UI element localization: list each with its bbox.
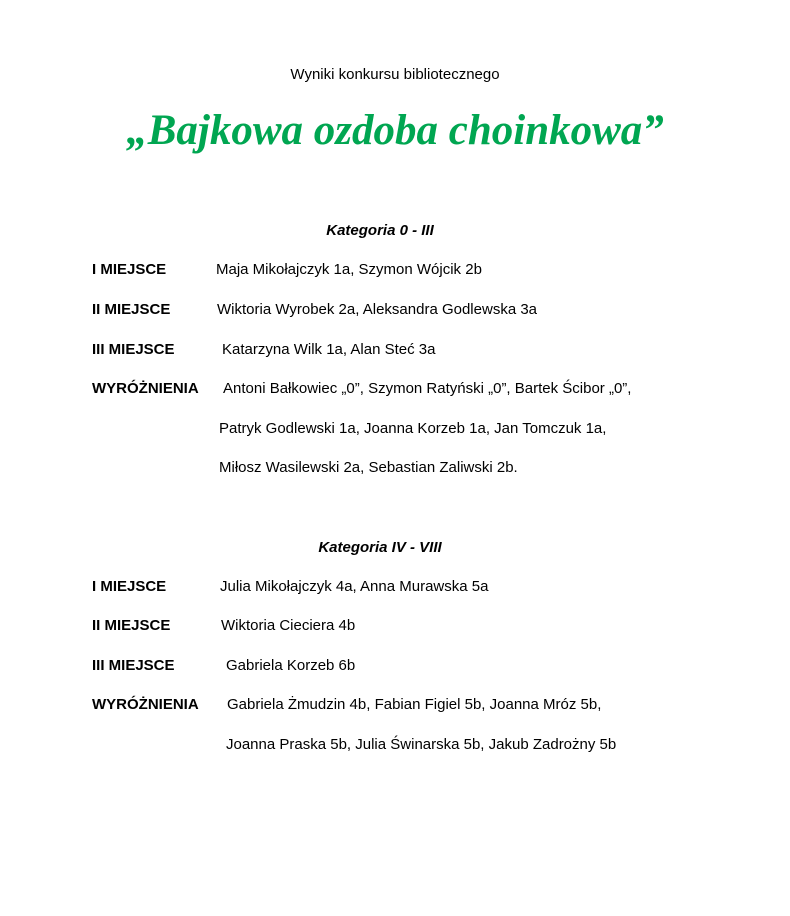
place-label: III MIEJSCE xyxy=(92,341,175,358)
place-label: WYRÓŻNIENIA xyxy=(92,696,199,713)
category-heading: Kategoria IV - VIII xyxy=(318,539,442,556)
place-winners: Wiktoria Cieciera 4b xyxy=(221,617,356,634)
place-winners: Katarzyna Wilk 1a, Alan Steć 3a xyxy=(222,341,436,358)
place-winners: Wiktoria Wyrobek 2a, Aleksandra Godlewska 3a xyxy=(217,301,538,318)
place-winners: Antoni Bałkowiec „0”, Szymon Ratyński „0”, Bartek Ścibor „0”, xyxy=(223,380,632,397)
place-label: II MIEJSCE xyxy=(92,617,171,634)
place-winners: Patryk Godlewski 1a, Joanna Korzeb 1a, Jan Tomczuk 1a, xyxy=(219,420,607,437)
category-heading: Kategoria 0 - III xyxy=(326,222,434,239)
place-winners: Gabriela Żmudzin 4b, Fabian Figiel 5b, Joanna Mróz 5b, xyxy=(227,696,602,713)
place-winners: Gabriela Korzeb 6b xyxy=(226,657,356,674)
place-winners: Miłosz Wasilewski 2a, Sebastian Zaliwski 2b. xyxy=(219,459,518,476)
place-label: WYRÓŻNIENIA xyxy=(92,380,199,397)
place-label: I MIEJSCE xyxy=(92,261,167,278)
place-winners: Maja Mikołajczyk 1a, Szymon Wójcik 2b xyxy=(216,261,482,278)
place-label: II MIEJSCE xyxy=(92,301,171,318)
place-label: III MIEJSCE xyxy=(92,657,175,674)
document-title: „Bajkowa ozdoba choinkowa” xyxy=(126,107,664,154)
place-winners: Joanna Praska 5b, Julia Świnarska 5b, Jakub Zadrożny 5b xyxy=(226,736,617,753)
document-subtitle: Wyniki konkursu bibliotecznego xyxy=(290,66,500,83)
place-label: I MIEJSCE xyxy=(92,578,167,595)
place-winners: Julia Mikołajczyk 4a, Anna Murawska 5a xyxy=(220,578,489,595)
